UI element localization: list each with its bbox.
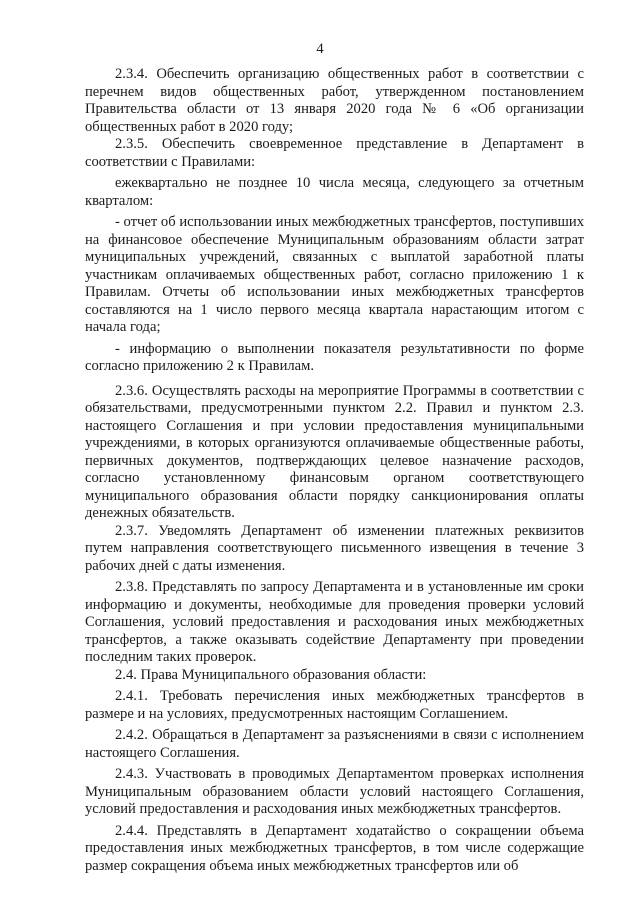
paragraph-2-4-1: 2.4.1. Требовать перечисления иных межбюджетных трансфертов в размере и на условиях, предусмотренных настоящим Соглашением. [85,688,584,722]
paragraph-2-3-8: 2.3.8. Представлять по запросу Департамента и в установленные им сроки информацию и документы, необходимые для проведения проверки условий Соглашения, условий предоставления и расходования иных межбюджетных трансфертов, а также оказывать содействие Департаменту при проведении последним таких проверок. [85,579,584,665]
paragraph-2-3-7: 2.3.7. Уведомлять Департамент об изменении платежных реквизитов путем направления соответствующего письменного извещения в течение 3 рабочих дней с даты изменения. [85,522,584,574]
paragraph-2-4: 2.4. Права Муниципального образования области: [115,666,427,683]
page-number: 4 [316,41,324,57]
document-body [85,66,584,875]
paragraph-2-3-4: 2.3.4. Обеспечить организацию общественных работ в соответствии с перечнем видов общественных работ, утвержденном постановлением Правительства области от 13 января 2020 года № 6 «Об организации общественных работ в 2020 году; [85,66,584,135]
paragraph-indicator-item: - информацию о выполнении показателя результативности по форме согласно приложению 2 к Правилам. [85,340,584,374]
paragraph-2-4-2: 2.4.2. Обращаться в Департамент за разъяснениями в связи с исполнением настоящего Соглашения. [85,727,584,761]
paragraph-2-4-3: 2.4.3. Участвовать в проводимых Департаментом проверках исполнения Муниципальным образованием области условий настоящего Соглашения, условий предоставления и расходования иных межбюджетных трансфертов. [85,766,584,817]
paragraph-report-item: - отчет об использовании иных межбюджетных трансфертов, поступивших на финансовое обеспечение Муниципальным образованиям области затрат муниципальных учреждений, связанных с выплатой заработной платы участникам оплачиваемых общественных работ, согласно приложению 1 к Правилам. Отчеты об использовании иных межбюджетных трансфертов составляются на 1 число первого месяца квартала нарастающим итогом с начала года; [85,214,584,335]
paragraph-2-3-5: 2.3.5. Обеспечить своевременное представление в Департамент в соответствии с Правилами: [85,136,584,170]
paragraph-2-3-6: 2.3.6. Осуществлять расходы на мероприятие Программы в соответствии с обязательствами, предусмотренными пунктом 2.2. Правил и пунктом 2.3. настоящего Соглашения и при условии предоставления муниципальными учреждениями, в которых организуются оплачиваемые общественные работы, первичных документов, подтверждающих целевое назначение расходов, согласно установленному финансовым органом соответствующего муниципального образования области порядку санкционирования оплаты денежных обязательств. [85,382,584,521]
paragraph-2-4-4: 2.4.4. Представлять в Департамент ходатайство о сокращении объема предоставления иных межбюджетных трансфертов, в том числе содержащие размер сокращения объема иных межбюджетных трансфертов или об [85,822,584,874]
paragraph-quarterly: ежеквартально не позднее 10 числа месяца, следующего за отчетным кварталом: [85,175,584,209]
